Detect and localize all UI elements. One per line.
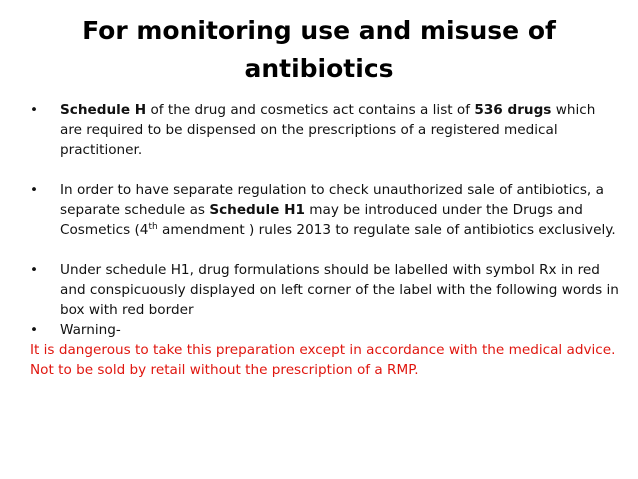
ordinal-suffix: th xyxy=(148,222,158,232)
schedule-h1-term: Schedule H1 xyxy=(209,202,305,218)
warning-text-2: Not to be sold by retail without the prescription of a RMP. xyxy=(30,362,419,378)
bullet-labelling xyxy=(30,260,620,320)
drug-count: 536 drugs xyxy=(474,102,552,118)
bullet-marker: • xyxy=(30,262,39,278)
bullet-text: may be introduced under the Drugs and Cosmetics (4 xyxy=(60,202,583,238)
schedule-h-term: Schedule H xyxy=(60,102,147,118)
bullet-text: In order to have separate regulation to check unauthorized sale of antibiotics, a separate schedule as xyxy=(60,182,604,218)
bullet-text: Under schedule H1, drug formulations should be labelled with symbol Rx in red and conspicuously displayed on left corner of the label with the following words in box with red border xyxy=(60,262,619,318)
warning-text-1: It is dangerous to take this preparation except in accordance with the medical advice. xyxy=(30,342,616,358)
slide-title xyxy=(40,12,598,88)
bullet-marker: • xyxy=(30,322,39,338)
slide-body xyxy=(30,100,620,380)
bullet-schedule-h1 xyxy=(30,180,620,240)
bullet-text: amendment ) rules 2013 to regulate sale of antibiotics exclusively. xyxy=(157,222,616,238)
bullet-marker: • xyxy=(30,182,39,198)
bullet-schedule-h xyxy=(30,100,620,160)
slide-title-line-1: For monitoring use and misuse of xyxy=(82,16,556,45)
spacer xyxy=(30,160,620,180)
bullet-text: which are required to be dispensed on the prescriptions of a registered medical practitioner. xyxy=(60,102,596,158)
warning-heading: Warning- xyxy=(60,322,121,338)
spacer xyxy=(30,240,620,260)
bullet-text: of the drug and cosmetics act contains a list of xyxy=(146,102,475,118)
bullet-warning xyxy=(30,320,620,340)
bullet-marker: • xyxy=(30,102,39,118)
slide-title-line-2: antibiotics xyxy=(244,54,394,83)
